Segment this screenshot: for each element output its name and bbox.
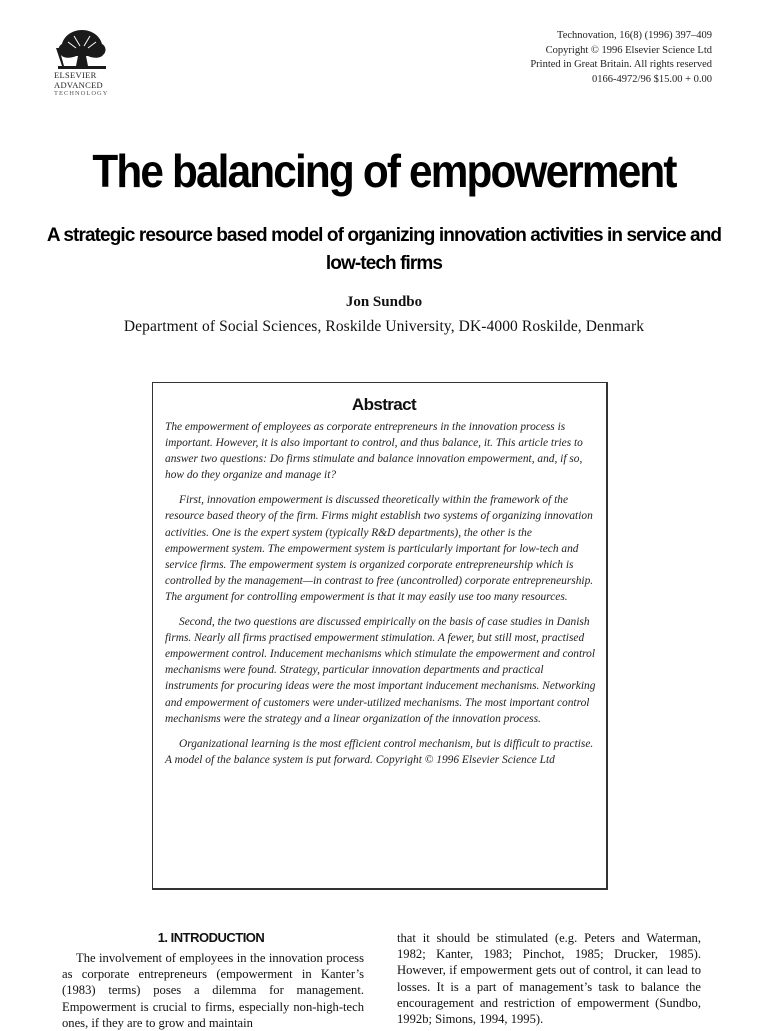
paper-subtitle: A strategic resource based model of organizing innovation activities in service and low-tech firms (46, 225, 722, 274)
body-column-left: The involvement of employees in the innovation process as corporate entrepreneurs (empowerment in Kanter’s (1983) terms) poses a dilemma for management. Empowerment is crucial to firms, especially non-high-tech ones, if they are to grow and maintain (62, 951, 364, 1030)
author-name: Jon Sundbo (345, 294, 423, 310)
journal-copyright: Copyright © 1996 Elsevier Science Ltd (545, 44, 712, 56)
abstract-paragraph-1: The empowerment of employees as corporate entrepreneurs in the innovation process is important. However, it is also important to control, and thus balance, it. This article tries to answer two questions: Do firms stimulate and balance innovation empowerment, and, if so, how do they organize and manage it? (165, 421, 583, 482)
publisher-line2: ADVANCED (54, 79, 103, 90)
abstract-heading: Abstract (351, 395, 417, 414)
journal-rights: Printed in Great Britain. All rights reserved (530, 59, 712, 70)
body-column-right: that it should be stimulated (e.g. Peters and Waterman, 1982; Kanter, 1983; Pinchot, 1985; Drucker, 1985). However, if empowerment gets out of control, it can lead to losses. It is a part of management’s task to balance the encouragement and restriction of empowerment (Sundbo, 1992b; Simons, 1994, 1995). (397, 931, 701, 1027)
abstract-paragraph-4: Organizational learning is the most efficient control mechanism, but is difficult to practise. A model of the balance system is put forward. Copyright © 1996 Elsevier Science Ltd (165, 737, 594, 766)
paper-title: The balancing of empowerment (92, 145, 676, 197)
journal-issn: 0166-4972/96 $15.00 + 0.00 (592, 73, 712, 85)
publisher-name: ELSEVIER (54, 70, 97, 80)
publisher-line3: TECHNOLOGY (54, 90, 109, 97)
abstract-paragraph-3: Second, the two questions are discussed empirically on the basis of case studies in Danish firms. Nearly all firms practised empowerment stimulation. A fewer, but still most, practised empowerment control. Inducement mechanisms which stimulate the empowerment and control mechanisms were found. Strategy, particular innovation departments and practical instruments for procuring ideas were the most important inducement mechanisms. Networking and empowerment of customers were under-utilized mechanisms. The most important control mechanisms were the strategy and a linear organization of the innovation process. (165, 616, 596, 725)
abstract-paragraph-2: First, innovation empowerment is discussed theoretically within the framework of the resource based theory of the firm. Firms might establish two systems of organizing innovation activities. One is the expert system (typically R&D departments), the other is the empowerment system. The empowerment system is particularly important for low-tech and service firms. The empowerment system is organized corporate entrepreneurship which is controlled by the management—in contrast to free (uncontrolled) corporate entrepreneurship. The argument for controlling empowerment is that it may easily use too many resources. (165, 494, 594, 603)
section-heading: 1. INTRODUCTION (157, 930, 265, 945)
author-affiliation: Department of Social Sciences, Roskilde University, DK-4000 Roskilde, Denmark (123, 318, 645, 335)
journal-info (530, 29, 712, 87)
elsevier-tree-icon (54, 26, 110, 70)
abstract-body (165, 419, 597, 777)
publisher-logo (54, 26, 118, 97)
journal-citation: Technovation, 16(8) (1996) 397–409 (557, 30, 712, 41)
